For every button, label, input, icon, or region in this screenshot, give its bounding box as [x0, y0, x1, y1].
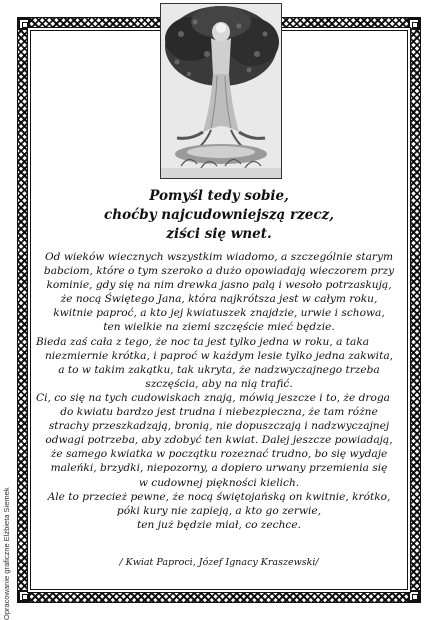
text-line: a to w takim zakątku, tak ukryta, że nadzwyczajnego trzeba: [58, 363, 380, 376]
motto-heading: [60, 187, 378, 244]
text-line: póki kury nie zapieją, a kto go zerwie,: [116, 504, 322, 517]
legend-text: [36, 250, 402, 532]
text-line: odwagi potrzeba, aby zdobyć ten kwiat. Dalej jeszcze powiadają,: [45, 434, 393, 447]
tree-drawing: [161, 4, 281, 178]
text-line: szczęścia, aby na nią trafić.: [145, 377, 293, 390]
graphic-design-credit: Opracowanie graficzne Elżbieta Siemek: [2, 487, 11, 620]
text-line: strachy przeszkadzają, bronią, nie dopuszczają i nadzwyczajnej: [48, 420, 390, 433]
text-line: Bieda zaś cała z tego, że noc ta jest tylko jedna w roku, a taka: [36, 335, 370, 348]
text-line: kominie, gdy się na nim drewka jasno palą i wesoło potrzaskują,: [46, 279, 392, 292]
text-line: kwitnie paproć, a kto jej kwiatuszek znajdzie, urwie i schowa,: [53, 307, 385, 320]
text-line: Ci, co się na tych cudowiskach znają, mówią jeszcze i to, że droga: [36, 391, 390, 404]
source-citation: / Kwiat Paproci, Józef Ignacy Kraszewski/: [119, 557, 319, 568]
border-corner-ornament: [408, 18, 420, 30]
border-corner-ornament: [408, 590, 420, 602]
motto-line: choćby najcudowniejszą rzecz,: [104, 207, 334, 223]
text-line: w cudownej piękności kielich.: [138, 476, 300, 489]
tree-goddess-illustration: [160, 3, 282, 179]
motto-line: ziści się wnet.: [166, 226, 272, 242]
text-line: maleńki, brzydki, niepozorny, a dopiero urwany przemienia się: [50, 462, 388, 475]
motto-line: Pomyśl tedy sobie,: [149, 188, 289, 204]
text-line: że samego kwiatka w początku rozeznać trudno, bo się wydaje: [50, 448, 388, 461]
border-corner-ornament: [18, 18, 30, 30]
text-line: Od wieków wiecznych wszystkim wiadomo, a szczególnie starym: [44, 251, 394, 263]
text-line: babciom, które o tym szeroko a dużo opowiadają wieczorem przy: [43, 265, 395, 278]
text-line: że nocą Świętego Jana, która najkrótsza jest w całym roku,: [60, 293, 378, 306]
text-line: do kwiatu bardzo jest trudna i niebezpieczna, że tam różne: [60, 406, 378, 419]
text-line: ten wielkie na ziemi szczęście mieć będzie.: [103, 321, 335, 334]
text-line: ten już będzie miał, co zechce.: [137, 518, 301, 531]
text-line: niezmiernie krótka, i paproć w każdym lesie tylko jedna zakwita,: [44, 349, 394, 362]
text-line: Ale to przecież pewne, że nocą świętojańską on kwitnie, krótko,: [47, 490, 391, 503]
border-corner-ornament: [18, 590, 30, 602]
